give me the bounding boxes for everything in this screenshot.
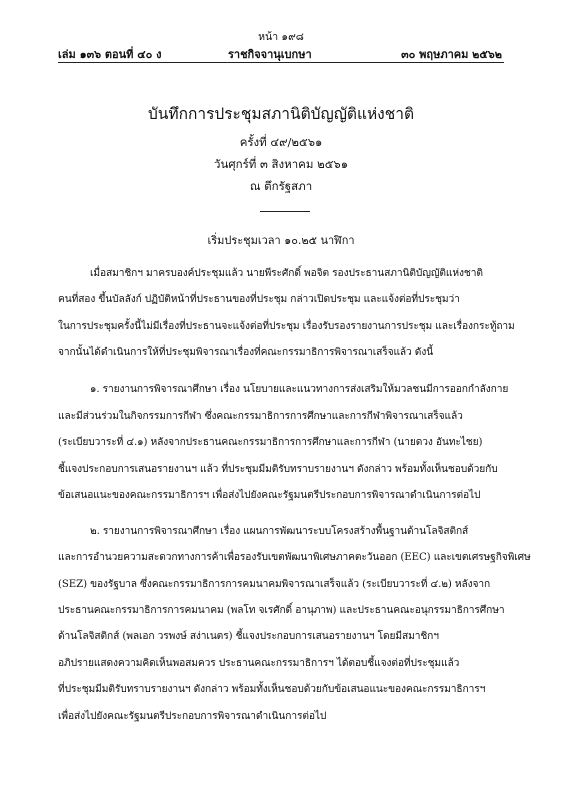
body-line: เพื่อส่งไปยังคณะรัฐมนตรีประกอบการพิจารณาดำเนินการต่อไป (58, 711, 327, 722)
body-line: คนที่สอง ขึ้นบัลลังก์ ปฏิบัติหน้าที่ประธานของที่ประชุม กล่าวเปิดประชุม และแจ้งต่อที่ประชุมว่า (58, 294, 460, 305)
body-line: และการอำนวยความสะดวกทางการค้าเพื่อรองรับเขตพัฒนาพิเศษภาคตะวันออก (EEC) และเขตเศรษฐกิจพิเศษ (58, 552, 531, 563)
gazette-date: ๓๐ พฤษภาคม ๒๕๖๒ (401, 48, 502, 61)
body-line: ในการประชุมครั้งนี้ไม่มีเรื่องที่ประธานจะแจ้งต่อที่ประชุม เรื่องรับรองรายงานการประชุม และเรื่องกระทู้ถาม (58, 321, 515, 332)
body-line: ๒. รายงานการพิจารณาศึกษา เรื่อง แผนการพัฒนาระบบโครงสร้างพื้นฐานด้านโลจิสติกส์ (90, 526, 469, 537)
session-date: วันศุกร์ที่ ๓ สิงหาคม ๒๕๖๑ (214, 157, 348, 171)
body-line: ข้อเสนอแนะของคณะกรรมาธิการฯ เพื่อส่งไปยังคณะรัฐมนตรีประกอบการพิจารณาดำเนินการต่อไป (58, 490, 481, 501)
body-line: ชี้แจงประกอบการเสนอรายงานฯ แล้ว ที่ประชุมมีมติรับทราบรายงานฯ ดังกล่าว พร้อมทั้งเห็นชอบด้วยกับ (58, 464, 498, 475)
gazette-name: ราชกิจจานุเบกษา (228, 48, 312, 61)
body-line: และมีส่วนร่วมในกิจกรรมการกีฬา ซึ่งคณะกรรมาธิการการศึกษาและการกีฬาพิจารณาเสร็จแล้ว (58, 411, 463, 422)
session-place: ณ ตึกรัฐสภา (249, 179, 313, 193)
document-title: บันทึกการประชุมสภานิติบัญญัติแห่งชาติ (147, 105, 415, 123)
body-line: ประธานคณะกรรมาธิการการคมนาคม (พลโท จเรศักดิ์ อานุภาพ) และประธานคณะอนุกรรมาธิการศึกษา (58, 605, 505, 616)
title-divider (260, 211, 310, 212)
body-line: อภิปรายแสดงความคิดเห็นพอสมควร ประธานคณะกรรมาธิการฯ ได้ตอบชี้แจงต่อที่ประชุมแล้ว (58, 658, 460, 669)
header-divider (58, 62, 504, 63)
start-time: เริ่มประชุมเวลา ๑๐.๒๕ นาฬิกา (207, 234, 355, 247)
session-number: ครั้งที่ ๔๙/๒๕๖๑ (239, 135, 323, 149)
body-line: จากนั้นได้ดำเนินการให้ที่ประชุมพิจารณาเรื่องที่คณะกรรมาธิการพิจารณาเสร็จแล้ว ดังนี้ (58, 347, 434, 358)
body-line: ด้านโลจิสติกส์ (พลเอก วรพงษ์ สง่าเนตร) ชี้แจงประกอบการเสนอรายงานฯ โดยมีสมาชิกฯ (58, 631, 439, 642)
body-line: (SEZ) ของรัฐบาล ซึ่งคณะกรรมาธิการการคมนาคมพิจารณาเสร็จแล้ว (ระเบียบวาระที่ ๔.๒) หลังจาก (58, 579, 491, 590)
body-line: ๑. รายงานการพิจารณาศึกษา เรื่อง นโยบายและแนวทางการส่งเสริมให้มวลชนมีการออกกำลังกาย (90, 384, 509, 395)
body-line: ที่ประชุมมีมติรับทราบรายงานฯ ดังกล่าว พร้อมทั้งเห็นชอบด้วยกับข้อเสนอแนะของคณะกรรมาธิการฯ (58, 684, 486, 695)
body-line: เมื่อสมาชิกฯ มาครบองค์ประชุมแล้ว นายพีระศักดิ์ พอจิต รองประธานสภานิติบัญญัติแห่งชาติ (90, 268, 483, 279)
body-line: (ระเบียบวาระที่ ๔.๑) หลังจากประธานคณะกรรมาธิการการศึกษาและการกีฬา (นายดวง อันทะไชย) (58, 437, 483, 448)
gazette-volume: เล่ม ๑๓๖ ตอนที่ ๔๐ ง (58, 48, 162, 61)
page-number: หน้า ๑๙๘ (258, 31, 304, 43)
